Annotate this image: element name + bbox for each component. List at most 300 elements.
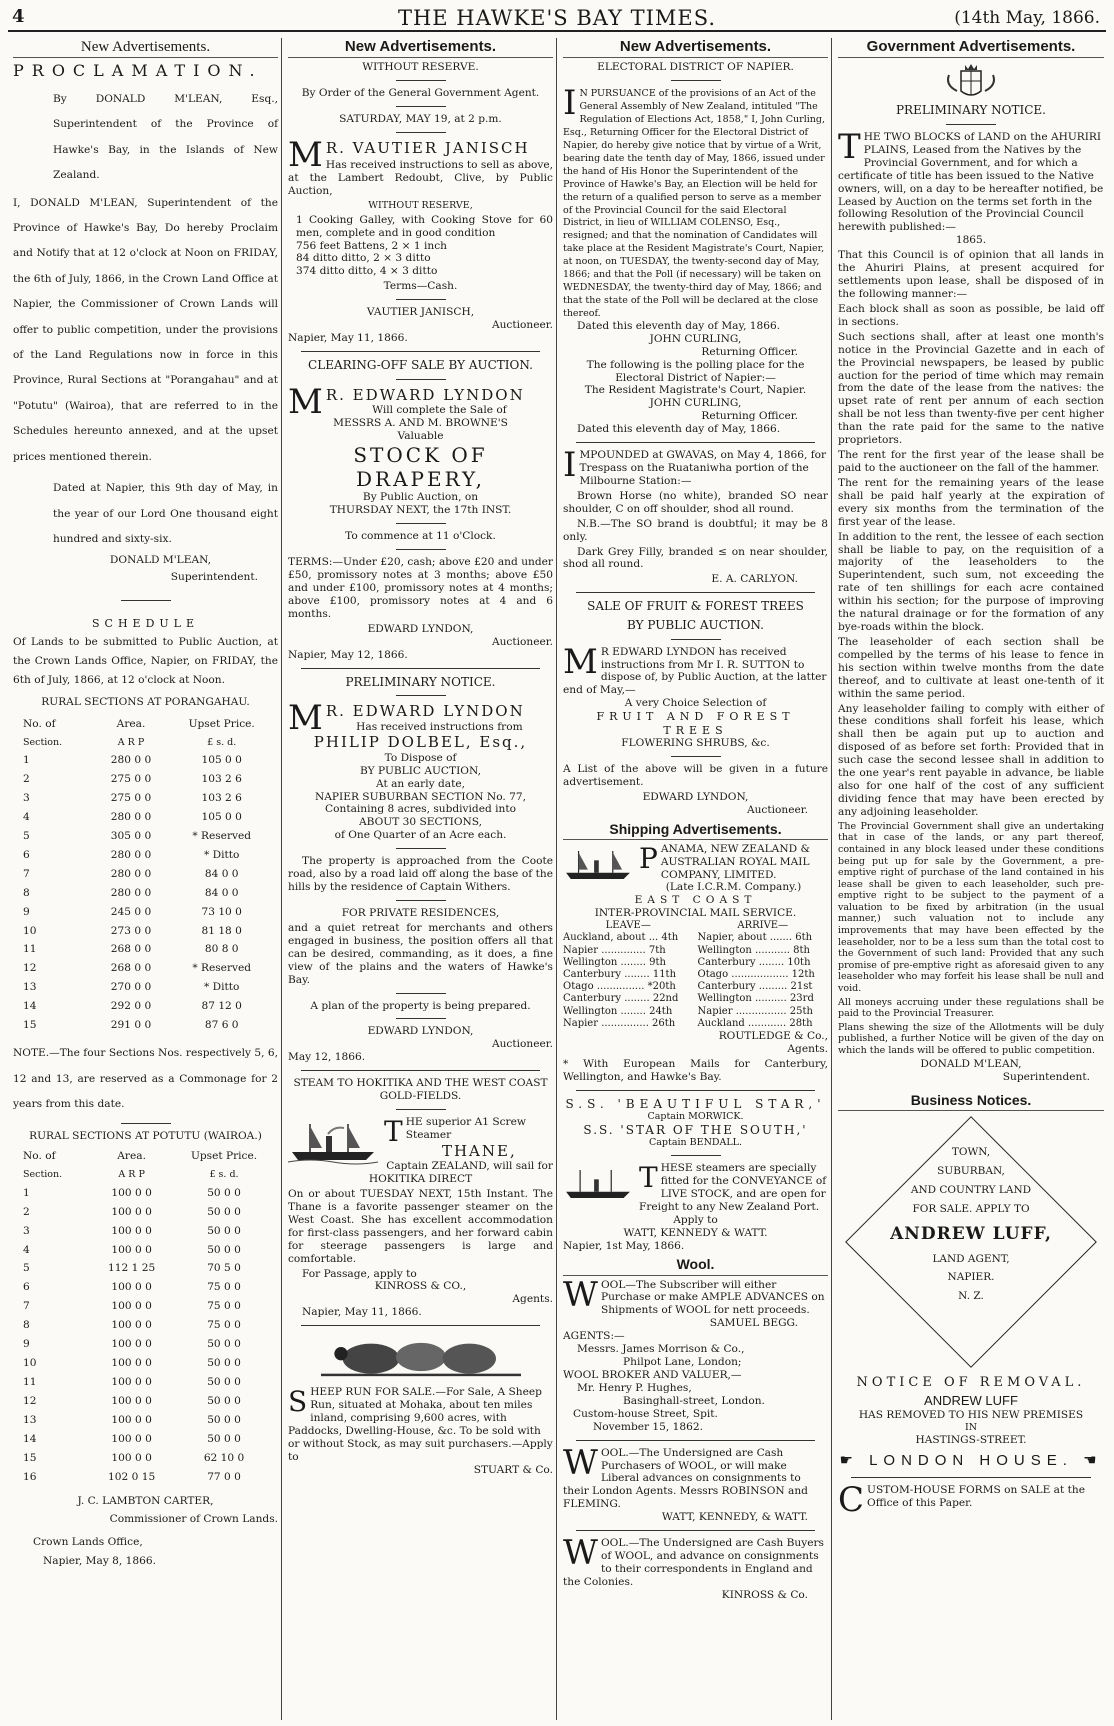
table-cell: 11 xyxy=(23,1376,37,1388)
ad-line: NAPIER. xyxy=(947,1271,995,1284)
divider xyxy=(946,124,996,125)
ad-line: At an early date, xyxy=(376,777,465,790)
ad-line: Containing 8 acres, subdivided into xyxy=(325,803,516,816)
col-head: No. of xyxy=(23,717,56,730)
table-cell: 13 xyxy=(23,981,37,994)
ad-place-date: Napier, May 11, 1866. xyxy=(288,332,408,345)
ship-name: THANE, xyxy=(441,1141,517,1160)
table-cell: 70 5 0 xyxy=(207,1262,241,1275)
commissioner-name: J. C. LAMBTON CARTER, xyxy=(77,1494,214,1507)
steamship-icon xyxy=(288,1118,378,1166)
table-row xyxy=(13,846,278,865)
ad-line: FRUIT AND FOREST TREES xyxy=(596,710,795,737)
table-cell: 75 0 0 xyxy=(207,1319,241,1332)
ad-place-date: Napier, May 11, 1866. xyxy=(302,1306,422,1319)
auctioneer-name: R. VAUTIER JANISCH xyxy=(325,139,530,158)
table-cell: 100 0 0 xyxy=(111,1300,152,1313)
agent-name: KINROSS & CO., xyxy=(374,1280,467,1293)
ad-title: SALE OF FRUIT & FOREST TREES xyxy=(587,599,804,614)
table-cell: 268 0 0 xyxy=(110,962,152,975)
house-label: LONDON HOUSE. xyxy=(869,1452,1073,1470)
table-cell: 1 xyxy=(23,754,30,767)
ad-line: of One Quarter of an Acre each. xyxy=(334,829,507,842)
col-head: £ s. d. xyxy=(207,736,237,748)
ad-line: HASTINGS-STREET. xyxy=(915,1433,1027,1446)
agent-name: ROUTLEDGE & Co., xyxy=(718,1029,828,1042)
merchant-name: KINROSS & Co. xyxy=(721,1588,808,1601)
list-item: 84 ditto ditto, 2 × 3 ditto xyxy=(296,252,431,265)
office: Crown Lands Office, xyxy=(33,1536,143,1549)
officer-role: Returning Officer. xyxy=(701,345,798,358)
table-row xyxy=(13,940,278,959)
table-cell: 4 xyxy=(23,1243,30,1256)
ad-body: and a quiet retreat for merchants and others engaged in business, the position offers all that can be desired, commanding, as it does, a fine view of the plains and the waters of Hawke's Bay. xyxy=(288,921,553,986)
drop-cap: M xyxy=(563,641,598,682)
drop-cap: T xyxy=(384,1115,403,1149)
ad-line: Philpot Lane, London; xyxy=(623,1356,742,1369)
drop-cap: M xyxy=(288,135,323,176)
auctioneer-role: Auctioneer. xyxy=(746,803,808,816)
ad-place-date: May 12, 1866. xyxy=(288,1051,366,1064)
auctioneer-name: R. EDWARD LYNDON xyxy=(325,702,525,721)
signer-name: DONALD M'LEAN, xyxy=(920,1058,1022,1071)
signer-title: Superintendent. xyxy=(170,571,258,584)
table-cell: 50 0 0 xyxy=(207,1394,241,1407)
table-cell: 50 0 0 xyxy=(207,1186,241,1199)
schedule-cell: Otago .................. 12th xyxy=(697,968,815,980)
table-cell: 2 xyxy=(23,1205,30,1218)
table-row xyxy=(13,1411,278,1430)
schedule-title: SCHEDULE xyxy=(92,617,199,631)
notice-paragraph: The leaseholder of each section shall be compelled by the terms of his lease to fence in his section within twelve months from the date thereof, and to cultivate at least one-tenth of it within the same period. xyxy=(838,635,1104,700)
notice-paragraph: Plans shewing the size of the Allotments will be duly published, a further Notice will be given of the day on which the lands will be offered to public competition. xyxy=(838,1021,1104,1056)
ad-line: LAND AGENT, xyxy=(932,1252,1010,1265)
list-item: 1 Cooking Galley, with Cooking Stove for 60 men, complete and in good condition xyxy=(296,213,553,239)
table-cell: 105 0 0 xyxy=(201,754,242,767)
merchant-name: WATT, KENNEDY, & WATT. xyxy=(661,1511,808,1524)
ad-line: ANAMA, NEW ZEALAND & AUSTRALIAN ROYAL MAIL COMPANY, LIMITED. xyxy=(660,842,810,881)
drop-cap: C xyxy=(838,1479,865,1520)
table-row xyxy=(13,1222,278,1241)
ad-line: To Dispose of xyxy=(384,751,457,764)
ad-line: (Late I.C.R.M. Company.) xyxy=(665,881,802,894)
schedule-cell: Wellington ........ 9th xyxy=(563,956,666,968)
table-cell: 280 0 0 xyxy=(110,886,152,899)
table-cell: 100 0 0 xyxy=(111,1224,152,1237)
table-cell: 100 0 0 xyxy=(111,1319,152,1332)
commissioner-title: Commissioner of Crown Lands. xyxy=(109,1513,278,1526)
table-cell: 100 0 0 xyxy=(111,1357,152,1370)
schedule-head: ARRIVE— xyxy=(737,920,789,932)
ad-line: Valuable xyxy=(397,429,444,442)
table-row xyxy=(13,1468,278,1487)
ad-line: The Resident Magistrate's Court, Napier. xyxy=(584,384,807,397)
table-cell: 275 0 0 xyxy=(110,792,152,805)
ship-name: S.S. 'BEAUTIFUL STAR,' xyxy=(565,1096,826,1111)
table-cell: 291 0 0 xyxy=(110,1019,152,1032)
divider xyxy=(671,80,721,81)
table-cell: 11 xyxy=(23,943,37,956)
column-1 xyxy=(10,38,282,1720)
page-number: 4 xyxy=(12,6,25,27)
divider xyxy=(851,1477,1090,1478)
ad-line: A List of the above will be given in a future advertisement. xyxy=(563,762,828,788)
schedule-cell: Wellington ........... 8th xyxy=(697,944,810,956)
schedule-cell: Canterbury ........ 11th xyxy=(563,968,677,980)
notice-paragraph: The rent for the first year of the lease shall be paid to the auctioneer on the fall of the hammer. xyxy=(838,449,1104,474)
table-cell: 7 xyxy=(23,1300,30,1313)
table-cell: 280 0 0 xyxy=(110,811,152,824)
ad-line: HOKITIKA DIRECT xyxy=(368,1173,473,1186)
table-row xyxy=(13,789,278,808)
table1-title: RURAL SECTIONS AT PORANGAHAU. xyxy=(41,695,250,708)
divider xyxy=(576,442,815,443)
table-cell: 273 0 0 xyxy=(110,924,152,937)
table-row xyxy=(13,1392,278,1411)
ad-body: MPOUNDED at GWAVAS, on May 4, 1866, for Trespass on the Ruataniwha portion of the Milbourne Station:— xyxy=(579,449,827,487)
drop-cap: I xyxy=(563,83,577,124)
table-cell: 50 0 0 xyxy=(207,1376,241,1388)
table-cell: 7 xyxy=(23,867,30,880)
notice-year: 1865. xyxy=(955,234,987,247)
divider xyxy=(396,549,446,550)
table-cell: 15 xyxy=(23,1451,37,1464)
ad-subline: WITHOUT RESERVE, xyxy=(368,200,473,212)
table-row xyxy=(13,1241,278,1260)
sheep-icon xyxy=(301,1332,541,1382)
table-cell: 50 0 0 xyxy=(207,1205,241,1218)
ad-line: TOWN, xyxy=(951,1146,991,1159)
schedule-cell: Auckland, about ... 4th xyxy=(563,932,679,944)
table-row xyxy=(13,1278,278,1297)
table-cell: 50 0 0 xyxy=(207,1243,241,1256)
ad-line: IN xyxy=(964,1421,978,1433)
ad-line: BY PUBLIC AUCTION, xyxy=(360,764,481,777)
schedule-cell: Canterbury ......... 21st xyxy=(697,981,813,993)
ad-line: The following is the polling place for the Electoral District of Napier:— xyxy=(586,358,805,384)
table-row xyxy=(13,808,278,827)
table-cell: 16 xyxy=(23,1470,37,1483)
table-row xyxy=(13,959,278,978)
table-cell: 73 10 0 xyxy=(201,905,242,918)
table-cell: 77 0 0 xyxy=(207,1470,241,1483)
newspaper-title: THE HAWKE'S BAY TIMES. xyxy=(397,6,717,30)
table-cell: 14 xyxy=(23,1000,37,1013)
col-head: £ s. d. xyxy=(209,1169,239,1181)
section-header: Business Notices. xyxy=(838,1092,1104,1111)
proclamation-byline: By DONALD M'LEAN, Esq., Superintendent of the Province of Hawke's Bay, in the Islands of New Zealand. xyxy=(53,92,278,182)
table-cell: 50 0 0 xyxy=(207,1338,241,1351)
table-cell: 2 xyxy=(23,773,30,786)
table-cell: 305 0 0 xyxy=(110,829,152,842)
table-row xyxy=(13,978,278,997)
divider xyxy=(396,106,446,107)
ad-line: MESSRS A. AND M. BROWNE'S xyxy=(333,416,508,429)
divider xyxy=(121,1123,171,1124)
col-head: No. of xyxy=(23,1150,56,1163)
divider xyxy=(396,523,446,524)
table-cell: 3 xyxy=(23,792,30,805)
divider xyxy=(396,1109,446,1110)
notice-paragraph: In addition to the rent, the lessee of each section shall be liable to pay, on the requisition of a majority of the leaseholders to the Superintendent, such sum, not exceeding the rate of ten shillings for each acre contained within his section; for the purpose of improving the natural drainage or for the formation of any bye-roads within the block. xyxy=(838,530,1104,634)
table-cell: 8 xyxy=(23,886,30,899)
divider xyxy=(671,639,721,640)
table-cell: 5 xyxy=(23,1262,30,1275)
ad-title: PRELIMINARY NOTICE. xyxy=(345,674,496,689)
divider xyxy=(301,668,540,669)
signer-name: E. A. CARLYON. xyxy=(711,573,798,586)
section-header: Wool. xyxy=(563,1256,828,1275)
ad-line: EAST COAST xyxy=(634,894,757,907)
steamship-icon xyxy=(563,845,633,885)
proclamation-dated: Dated at Napier, this 9th day of May, in the year of our Lord One thousand eight hundred and sixty-six. xyxy=(53,482,278,545)
divider xyxy=(396,299,446,300)
table-cell: 292 0 0 xyxy=(110,1000,152,1013)
ad-line: FOR PRIVATE RESIDENCES, xyxy=(341,906,500,919)
table-cell: 100 0 0 xyxy=(111,1243,152,1256)
table-cell: 100 0 0 xyxy=(111,1432,152,1445)
divider xyxy=(671,1155,721,1156)
ad-subtitle: BY PUBLIC AUCTION. xyxy=(627,617,764,632)
ad-body: HESE steamers are specially fitted for the CONVEYANCE of LIVE STOCK, and are open for Freight to any New Zealand Port. xyxy=(639,1162,827,1213)
terms: Terms—Cash. xyxy=(383,280,458,293)
drop-cap: T xyxy=(639,1161,658,1194)
divider xyxy=(396,80,446,81)
divider xyxy=(576,1090,815,1091)
table-cell: 13 xyxy=(23,1413,37,1426)
land-agent-ad xyxy=(846,1117,1096,1367)
ad-line: SUBURBAN, xyxy=(937,1165,1005,1178)
table2-title: RURAL SECTIONS AT POTUTU (WAIROA.) xyxy=(29,1130,262,1143)
ad-date: SATURDAY, MAY 19, at 2 p.m. xyxy=(339,113,502,126)
ad-place-date: Napier, May 12, 1866. xyxy=(288,648,408,661)
col-head: Section. xyxy=(23,1169,63,1181)
ad-line: HAS REMOVED TO HIS NEW PREMISES xyxy=(858,1409,1084,1422)
table-cell: 103 2 6 xyxy=(201,792,242,805)
table-cell: 50 0 0 xyxy=(207,1357,241,1370)
ad-title: CLEARING-OFF SALE BY AUCTION. xyxy=(308,358,533,372)
table-row xyxy=(13,1373,278,1392)
agent-name: ANDREW LUFF, xyxy=(890,1223,1052,1244)
table-cell: 100 0 0 xyxy=(111,1281,152,1294)
ad-place-date: Napier, 1st May, 1866. xyxy=(563,1239,685,1252)
ad-line: AGENTS:— xyxy=(563,1330,625,1343)
ad-line: FLOWERING SHRUBS, &c. xyxy=(621,737,770,749)
ad-line: AND COUNTRY LAND xyxy=(910,1184,1032,1197)
schedule-cell: Canterbury ........ 10th xyxy=(697,956,811,968)
table-row xyxy=(13,1335,278,1354)
divider xyxy=(396,695,446,696)
mail-schedule xyxy=(563,920,828,1030)
ad-line: November 15, 1862. xyxy=(593,1420,703,1433)
table-cell: * Reserved xyxy=(192,962,252,975)
ad-title: WITHOUT RESERVE. xyxy=(362,61,479,74)
table-cell: 50 0 0 xyxy=(207,1432,241,1445)
table-cell: 100 0 0 xyxy=(111,1376,152,1388)
table-cell: 245 0 0 xyxy=(110,905,152,918)
ad-line: HE superior A1 Screw Steamer xyxy=(405,1116,526,1141)
table-cell: 50 0 0 xyxy=(207,1224,241,1237)
table-cell: 280 0 0 xyxy=(110,848,152,861)
table-cell: 275 0 0 xyxy=(110,773,152,786)
col-head: Upset Price. xyxy=(188,717,255,730)
schedule-cell: Otago ............... *20th xyxy=(563,981,676,993)
ad-line: Dated this eleventh day of May, 1866. xyxy=(577,423,781,436)
ad-line: Custom-house Street, Spit. xyxy=(573,1407,718,1420)
table-cell: 100 0 0 xyxy=(111,1338,152,1351)
terms: TERMS:—Under £20, cash; above £20 and under £50, promissory notes at 3 months; above £50 and under £100, promissory notes at 4 months; above £100, promissory notes at 4 and 6 months. xyxy=(288,556,553,620)
notice-title: PRELIMINARY NOTICE. xyxy=(895,103,1046,118)
table-cell: 6 xyxy=(23,848,30,861)
table-cell: 100 0 0 xyxy=(111,1205,152,1218)
diamond-text xyxy=(846,1143,1096,1306)
table-row xyxy=(13,1297,278,1316)
notice-paragraph: Such sections shall, after at least one month's notice in the Provincial Gazette and in each of the Provincial newspapers, be leased by public auction for the period of time which may remain from the date of the lease from the natives: the upset rate of rent per annum of each section shall be not less than twenty-five per cent higher than the rate paid for the same to the native proprietors. xyxy=(838,330,1104,447)
table-cell: 12 xyxy=(23,1394,37,1407)
ship-name: S.S. 'STAR OF THE SOUTH,' xyxy=(583,1122,808,1137)
proclamation-body: I, DONALD M'LEAN, Superintendent of the Province of Hawke's Bay, Do hereby Proclaim and Notify that at 12 o'clock at Noon on FRIDAY, the 6th of July, 1866, in the Crown Land Office at Napier, the Commissioner of Crown Lands will offer to public competition, under the provisions of the Land Regulations now in force in this Province, Rural Sections at "Porangahau" and at "Potutu" (Wairoa), that are referred to in the Schedules hereunto annexed, and at the upset prices mentioned therein. xyxy=(13,196,278,463)
table-row xyxy=(13,1354,278,1373)
ad-line: ABOUT 30 SECTIONS, xyxy=(358,816,483,829)
table-row xyxy=(13,1259,278,1278)
column-header: New Advertisements. xyxy=(288,38,553,58)
table-cell: 10 xyxy=(23,924,37,937)
ad-line: Basinghall-street, London. xyxy=(623,1394,765,1407)
table-cell: 100 0 0 xyxy=(111,1394,152,1407)
column-header: New Advertisements. xyxy=(13,38,278,58)
table-cell: 103 2 6 xyxy=(201,773,242,786)
ad-title: ELECTORAL DISTRICT OF NAPIER. xyxy=(597,61,794,74)
signer-name: DONALD M'LEAN, xyxy=(109,554,212,567)
column-header: New Advertisements. xyxy=(563,38,828,58)
table-row xyxy=(13,884,278,903)
auctioneer-sign: EDWARD LYNDON, xyxy=(367,622,474,635)
table-cell: 50 0 0 xyxy=(207,1413,241,1426)
section-header: Shipping Advertisements. xyxy=(563,821,828,840)
ad-body: USTOM-HOUSE FORMS on SALE at the Office of this Paper. xyxy=(867,1483,1085,1509)
notice-paragraph: All moneys accruing under these regulations shall be paid to the Provincial Treasurer. xyxy=(838,996,1104,1020)
col-head: Area. xyxy=(116,717,146,730)
agent-name: STUART & Co. xyxy=(473,1463,553,1476)
ad-line: N.B.—The SO brand is doubtful; it may be 8 only. xyxy=(563,517,828,543)
table-cell: 3 xyxy=(23,1224,30,1237)
drop-cap: M xyxy=(288,381,323,422)
table-cell: 80 8 0 xyxy=(204,943,239,956)
office-date: Napier, May 8, 1866. xyxy=(43,1555,156,1568)
ad-line: INTER-PROVINCIAL MAIL SERVICE. xyxy=(594,907,797,920)
officer-name: JOHN CURLING, xyxy=(649,397,742,410)
ad-note: * With European Mails for Canterbury, Wellington, and Hawke's Bay. xyxy=(563,1057,828,1083)
captain-name: Captain BENDALL. xyxy=(648,1137,742,1149)
table-cell: 1 xyxy=(23,1186,30,1199)
table-cell: 6 xyxy=(23,1281,30,1294)
table-row xyxy=(13,922,278,941)
table-row xyxy=(13,1184,278,1203)
ad-body: OOL.—The Undersigned are Cash Buyers of WOOL, and advance on consignments to their correspondents in England and the Colonies. xyxy=(563,1537,824,1588)
potutu-table xyxy=(13,1147,278,1486)
agent-role: Agents. xyxy=(512,1293,553,1306)
table-cell: 100 0 0 xyxy=(111,1186,152,1199)
ad-line: Apply to xyxy=(673,1213,718,1226)
table-row xyxy=(13,1016,278,1035)
auctioneer-sign: EDWARD LYNDON, xyxy=(642,790,749,803)
ad-body: The property is approached from the Coote road, also by a road laid off along the base of the hills by the residence of Captain Withers. xyxy=(288,855,553,894)
drop-cap: W xyxy=(563,1442,598,1483)
table-cell: * Reserved xyxy=(192,829,252,842)
divider xyxy=(301,1325,540,1326)
table-cell: 10 xyxy=(23,1357,37,1370)
notice-paragraph: The Provincial Government shall give an undertaking that in case of the lands, or any part thereof, contained in any block leased under these conditions being put up for sale by the Government, a pre-emptive right of purchase of the land contained in his lease shall be given to each leaseholder, such pre-emptive right to be subject to the payment of a valuation to be fixed by arbitration (in the usual manner,) such valuation not to include any improvements that may have been effected by the leaseholder, nor to be a less sum than the total cost to the Government of such land: Provided that any such promise of pre-emptive right as aforesaid given to any leaseholder who may forfeit his lease shall be null and void. xyxy=(838,820,1104,994)
drop-cap: W xyxy=(563,1274,598,1315)
ad-body: OOL—The Subscriber will either Purchase or make AMPLE ADVANCES on Shipments of WOOL for nett proceeds. xyxy=(600,1278,825,1317)
drop-cap: S xyxy=(288,1385,308,1419)
table-cell: 100 0 0 xyxy=(111,1413,152,1426)
ad-body: OOL.—The Undersigned are Cash Purchasers of WOOL, or will make Liberal advances on consignments to their London Agents. Messrs ROBINSON and FLEMING. xyxy=(563,1446,808,1511)
house-name xyxy=(838,1452,1104,1470)
table-cell: 81 18 0 xyxy=(201,924,242,937)
auctioneer-name: R. EDWARD LYNDON xyxy=(325,385,525,404)
proclamation-title: PROCLAMATION. xyxy=(13,61,263,81)
table-cell: 280 0 0 xyxy=(110,867,152,880)
col-head: Section. xyxy=(23,736,63,748)
divider xyxy=(396,379,446,380)
schedule-cell: Napier ............... 26th xyxy=(563,1017,676,1029)
table-cell: 100 0 0 xyxy=(111,1451,152,1464)
list-item: 756 feet Battens, 2 × 1 inch xyxy=(296,239,447,252)
drop-cap: M xyxy=(288,698,323,739)
ad-title: STEAM TO HOKITIKA AND THE WEST COAST GOLD-FIELDS. xyxy=(293,1077,548,1103)
table-cell: 84 0 0 xyxy=(204,886,239,899)
schedule-cell: Wellington ........ 24th xyxy=(563,1005,673,1017)
table-cell: 87 12 0 xyxy=(201,1000,242,1013)
table-cell: 105 0 0 xyxy=(201,811,242,824)
drop-cap: P xyxy=(639,841,658,875)
ad-line: Has received instructions from xyxy=(356,720,523,733)
ad-body: R EDWARD LYNDON has received instructions from Mr I. R. SUTTON to dispose of, by Public Auction, at the latter end of May,— xyxy=(563,645,827,697)
ad-body: Has received instructions to sell as above, at the Lambert Redoubt, Clive, by Public Auction, xyxy=(288,159,553,198)
table-cell: * Ditto xyxy=(203,848,240,861)
divider xyxy=(301,1070,540,1071)
table-cell: 15 xyxy=(23,1019,37,1032)
masthead xyxy=(8,4,1106,32)
table-cell: 75 0 0 xyxy=(207,1300,241,1313)
divider xyxy=(396,993,446,994)
divider xyxy=(576,592,815,593)
divider xyxy=(576,1530,815,1531)
table-cell: 5 xyxy=(23,829,30,842)
table-cell: 280 0 0 xyxy=(110,754,152,767)
table-row xyxy=(13,1203,278,1222)
column-header: Government Advertisements. xyxy=(838,38,1104,58)
ad-line: Will complete the Sale of xyxy=(372,403,507,416)
column-4 xyxy=(835,38,1107,1720)
col-head: A R P xyxy=(118,1169,145,1181)
table-row xyxy=(13,903,278,922)
signer-title: Superintendent. xyxy=(1002,1071,1090,1084)
table-cell: 112 1 25 xyxy=(108,1262,156,1275)
table-row xyxy=(13,770,278,789)
drop-cap: I xyxy=(563,445,577,486)
schedule-cell: Auckland ............ 28th xyxy=(697,1017,813,1029)
ad-line: FOR SALE. APPLY TO xyxy=(912,1203,1030,1216)
schedule-cell: Napier .............. 7th xyxy=(563,944,666,956)
table-row xyxy=(13,1430,278,1449)
schedule-cell: Napier, about ....... 6th xyxy=(697,932,813,944)
ad-line: Dark Grey Filly, branded ≤ on near shoulder, shod all round. xyxy=(563,545,828,571)
auctioneer-sign: EDWARD LYNDON, xyxy=(367,1025,474,1038)
table-row xyxy=(13,751,278,770)
ad-line: Messrs. James Morrison & Co., xyxy=(577,1343,745,1356)
